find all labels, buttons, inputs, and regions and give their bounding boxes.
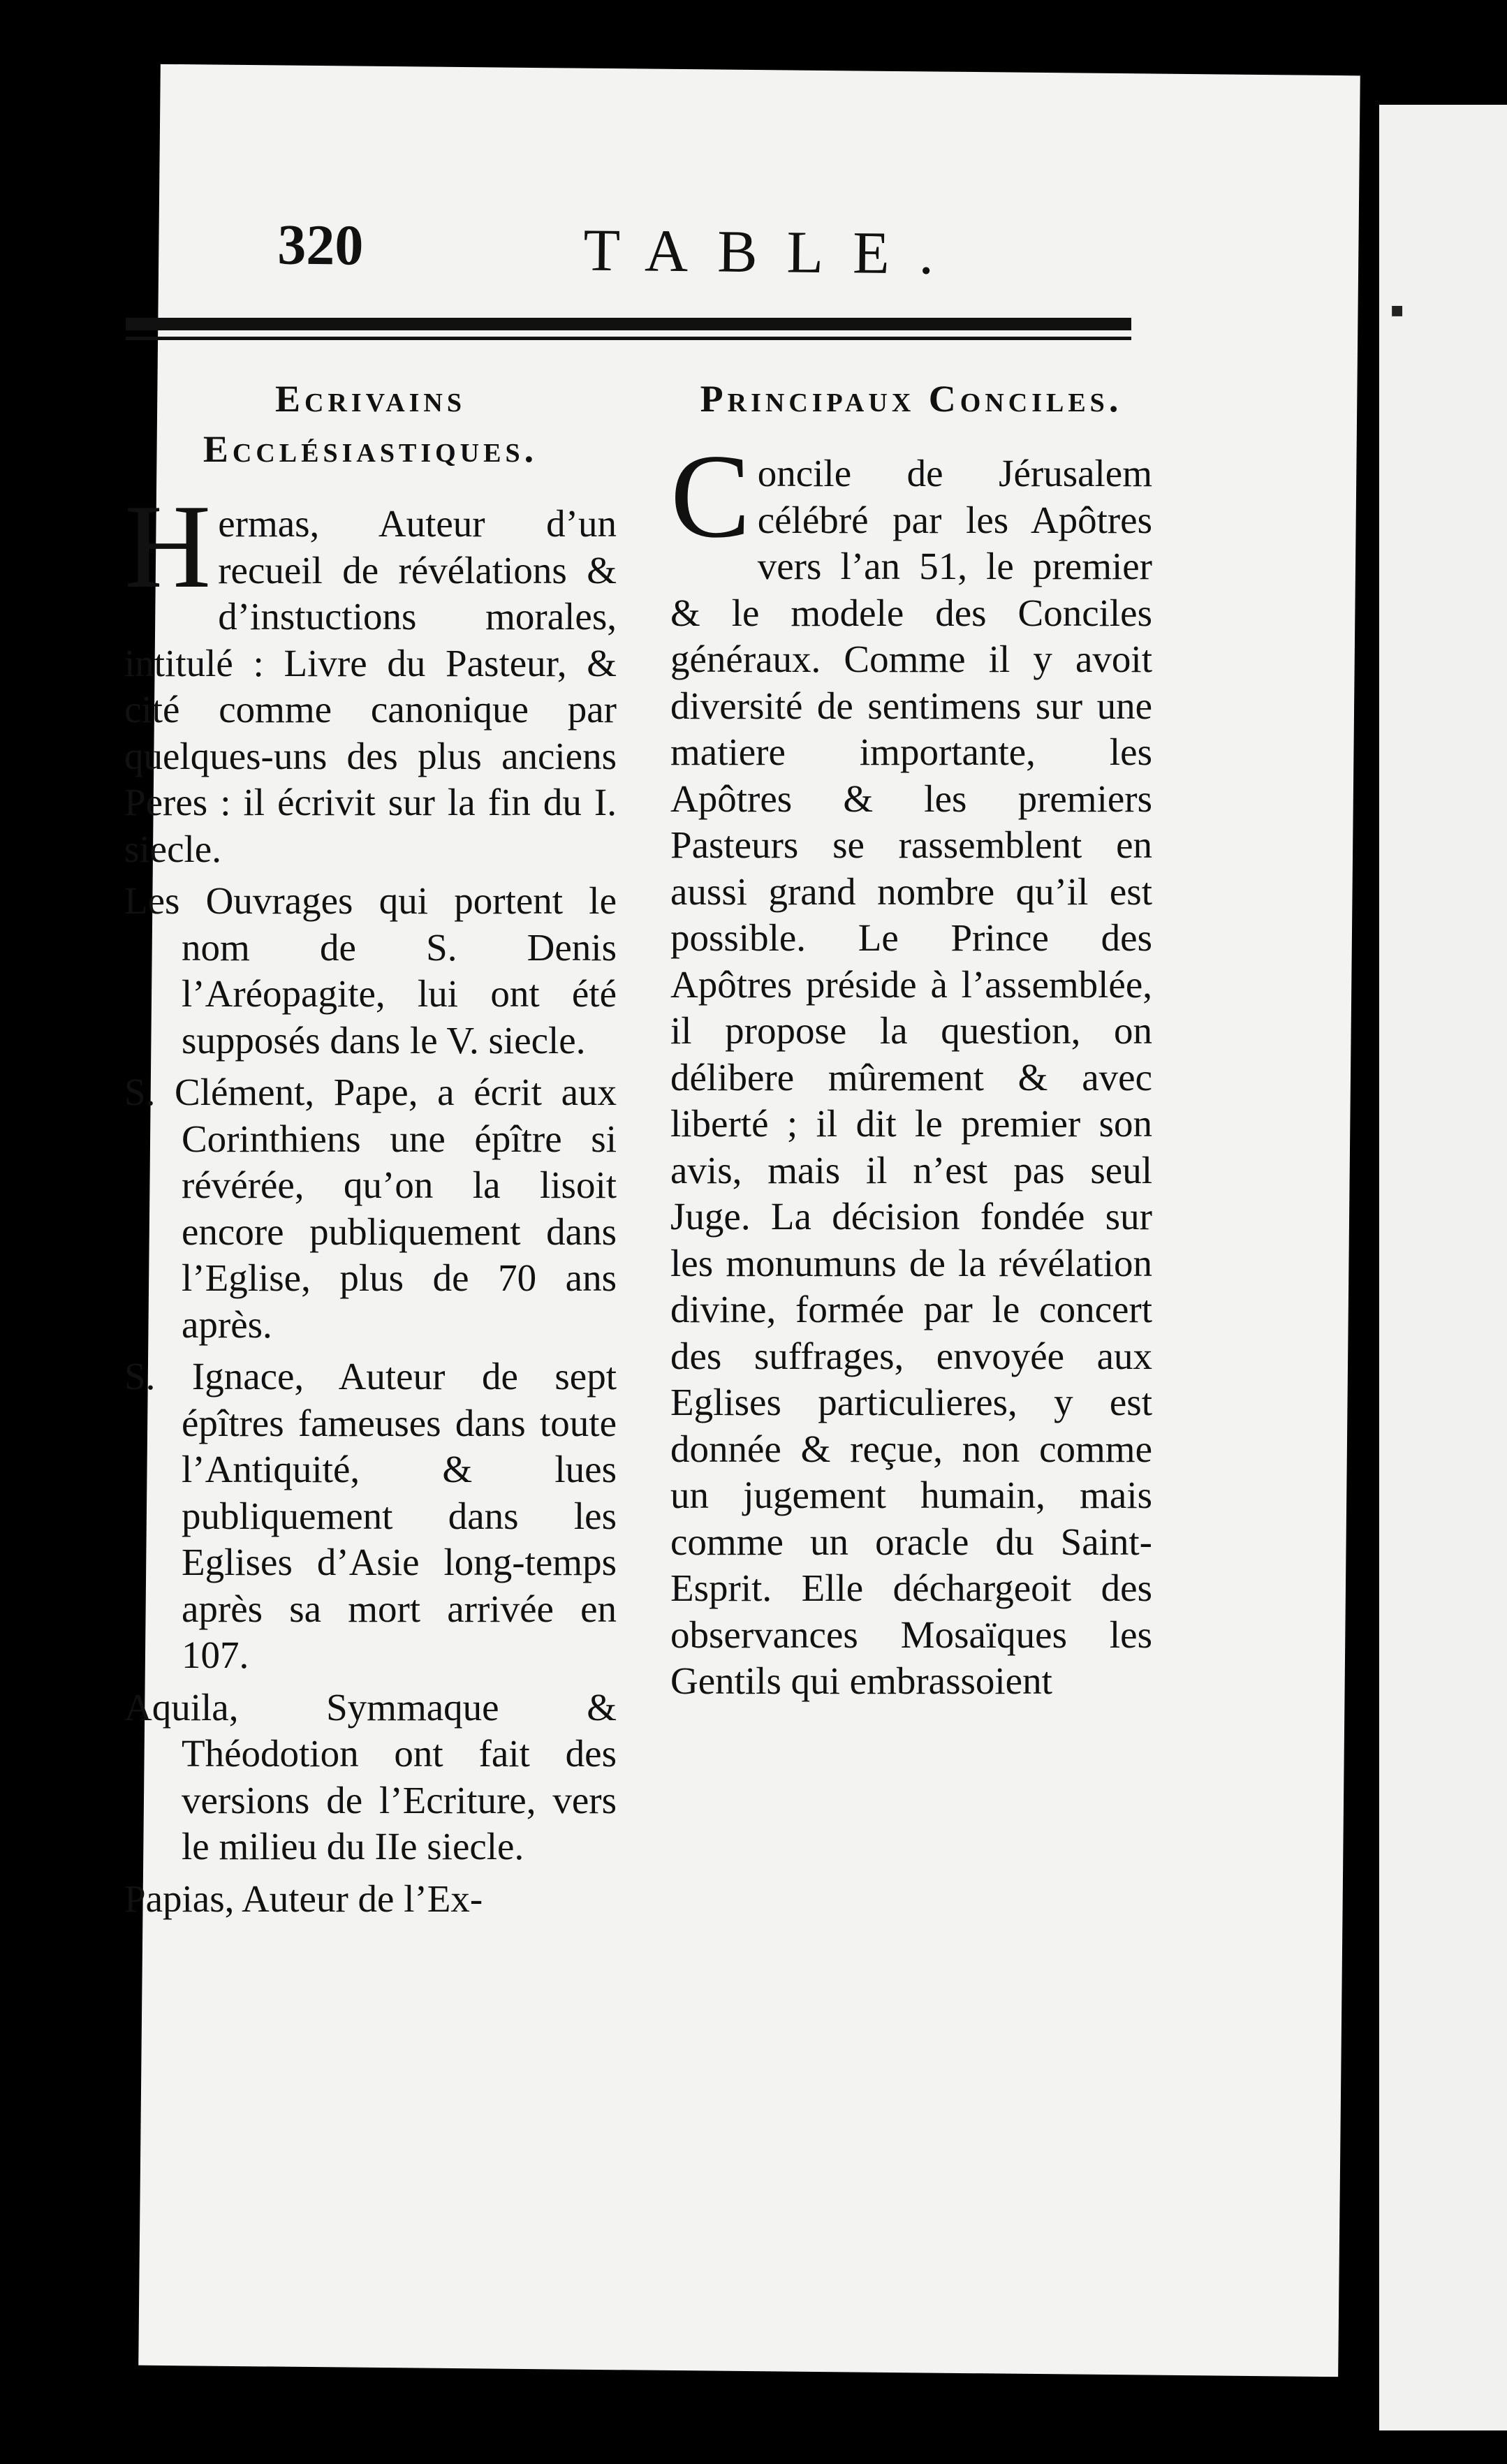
adjacent-page-edge [1379, 105, 1507, 2430]
entry-hermas [124, 481, 617, 872]
entry-aquila: Aquila, Symmaque & Théodotion ont fait des versions de l’Ecriture, vers le milieu du IIe siecle. [124, 1685, 617, 1868]
adjacent-page-glyph: ▪ [1390, 287, 1405, 333]
entry-concile-jerusalem [670, 430, 1152, 1705]
header-rule-thin [126, 337, 1131, 340]
drop-cap: H [124, 481, 212, 613]
right-heading: Principaux Conciles. [700, 378, 1123, 420]
page-title: TABLE. [583, 216, 964, 287]
page-header [270, 212, 1276, 333]
entry-ignace: S. Ignace, Auteur de sept épîtres fameuses dans toute l’Antiquité, & lues publiquement dans les Eglises d’Asie long-temps après sa mort arrivée en 107. [124, 1355, 617, 1676]
left-heading: Ecrivains Ecclésiastiques. [203, 378, 538, 470]
entry-text: ermas, Auteur d’un recueil de révélations & d’instuctions morales, intitulé : Livre du Pasteur, & cité comme canonique par quelques-uns des plus anciens Peres : il écrivit sur la fin du I. siecle. [124, 502, 617, 870]
entry-papias: Papias, Auteur de l’Ex- [124, 1877, 483, 1920]
header-rule-thick [126, 318, 1131, 330]
entry-text: oncile de Jérusalem célébré par les Apôtres vers l’an 51, le premier & le modele des Conciles généraux. Comme il y avoit diversité de sentimens sur une matiere importante, les Apôtres & les premiers Pasteurs se rassemblent en aussi grand nombre qu’il est possible. Le Prince des Apôtres préside à l’assemblée, il propose la question, on délibere mûrement & avec liberté ; il dit le premier son avis, mais il n’est pas seul Juge. La décision fondée sur les monumuns de la révélation divine, formée par le concert des suffrages, envoyée aux Eglises particulieres, y est donnée & reçue, non comme un jugement humain, mais comme un oracle du Saint-Esprit. Elle déchargeoit des observances Mosaïques les Gentils qui embrassoient [670, 452, 1152, 1702]
right-column [670, 374, 1152, 1710]
left-column [124, 374, 617, 1928]
entry-denis: Les Ouvrages qui portent le nom de S. Denis l’Aréopagite, lui ont été supposés dans le V. siecle. [124, 879, 617, 1062]
drop-cap: C [670, 430, 751, 563]
page-number: 320 [277, 212, 364, 277]
entry-clement: S. Clément, Pape, a écrit aux Corinthiens une épître si révérée, qu’on la lisoit encore publiquement dans l’Eglise, plus de 70 ans après. [124, 1071, 617, 1346]
